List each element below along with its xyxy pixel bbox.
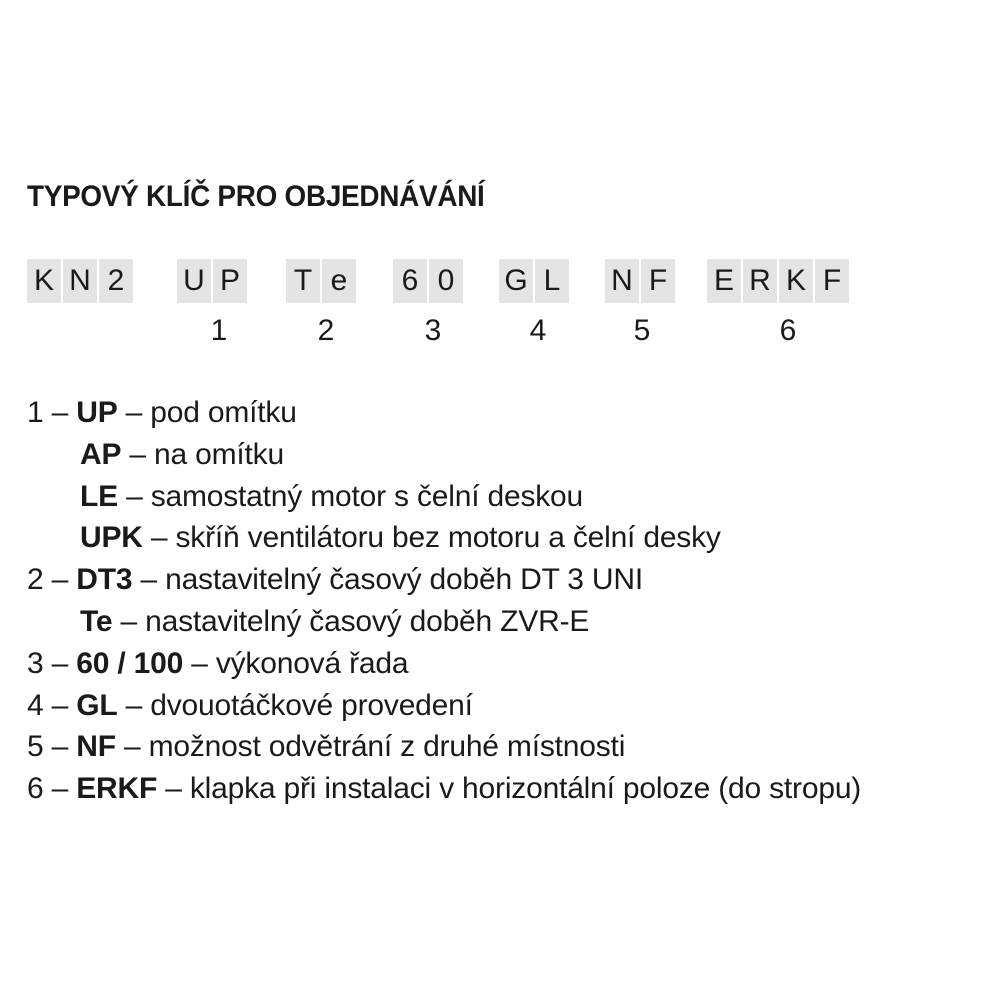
code-cell: K — [27, 259, 61, 303]
legend-description: – výkonová řada — [183, 646, 409, 680]
legend-code: 60 / 100 — [76, 646, 184, 680]
legend-description: – možnost odvětrání z druhé místnosti — [115, 730, 626, 764]
code-cell: R — [743, 259, 777, 303]
code-cell: E — [707, 259, 741, 303]
code-number: 1 — [210, 314, 228, 347]
legend-item — [27, 768, 987, 810]
legend-item — [27, 517, 987, 559]
legend-item — [27, 643, 987, 685]
code-cell: G — [499, 259, 533, 303]
code-cell: 2 — [99, 259, 133, 303]
code-cell: P — [213, 259, 247, 303]
legend-description: – nastavitelný časový doběh DT 3 UNI — [132, 563, 643, 597]
legend-code: UPK — [80, 521, 143, 555]
code-cell: U — [177, 259, 211, 303]
legend-list — [27, 392, 987, 810]
code-cell: 0 — [429, 259, 463, 303]
legend-code: DT3 — [76, 563, 133, 597]
code-cell: K — [779, 259, 813, 303]
legend-description: – samostatný motor s čelní deskou — [117, 479, 584, 513]
legend-code: ERKF — [76, 772, 158, 806]
code-cell: F — [815, 259, 849, 303]
legend-item — [27, 392, 987, 434]
code-cell: F — [641, 259, 675, 303]
code-cell: L — [535, 259, 569, 303]
legend-description: – skříň ventilátoru bez motoru a čelní desky — [142, 521, 721, 555]
legend-item — [27, 601, 987, 643]
legend-number: 3 – — [27, 646, 77, 680]
legend-description: – pod omítku — [117, 396, 297, 429]
code-cell: 6 — [393, 259, 427, 303]
legend-item — [27, 476, 987, 518]
legend-number: 2 – — [27, 563, 77, 597]
legend-item — [27, 685, 987, 727]
code-number: 6 — [779, 314, 797, 347]
legend-code: LE — [80, 479, 118, 513]
code-cell: N — [605, 259, 639, 303]
legend-code: Te — [80, 604, 113, 638]
code-cell: e — [322, 259, 356, 303]
legend-item — [27, 726, 987, 768]
legend-code: NF — [76, 730, 116, 764]
legend-code: UP — [76, 396, 118, 429]
legend-number: 5 – — [27, 730, 77, 764]
legend-description: – dvouotáčkové provedení — [117, 688, 473, 722]
legend-number: 6 – — [27, 772, 77, 806]
legend-item — [27, 559, 987, 601]
code-number: 3 — [424, 314, 442, 347]
code-cell: N — [63, 259, 97, 303]
legend-code: GL — [76, 688, 118, 722]
code-number: 5 — [633, 314, 651, 347]
legend-item — [27, 434, 987, 476]
legend-number: 1 – — [27, 396, 77, 429]
legend-code: AP — [80, 437, 122, 471]
code-cell: T — [286, 259, 320, 303]
legend-description: – klapka při instalaci v horizontální poloze (do stropu) — [157, 772, 862, 806]
code-number: 2 — [317, 314, 335, 347]
legend-description: – nastavitelný časový doběh ZVR-E — [112, 604, 590, 638]
legend-description: – na omítku — [121, 437, 284, 471]
page-title: TYPOVÝ KLÍČ PRO OBJEDNÁVÁNÍ — [27, 180, 485, 213]
legend-number: 4 – — [27, 688, 77, 722]
code-number: 4 — [529, 314, 547, 347]
